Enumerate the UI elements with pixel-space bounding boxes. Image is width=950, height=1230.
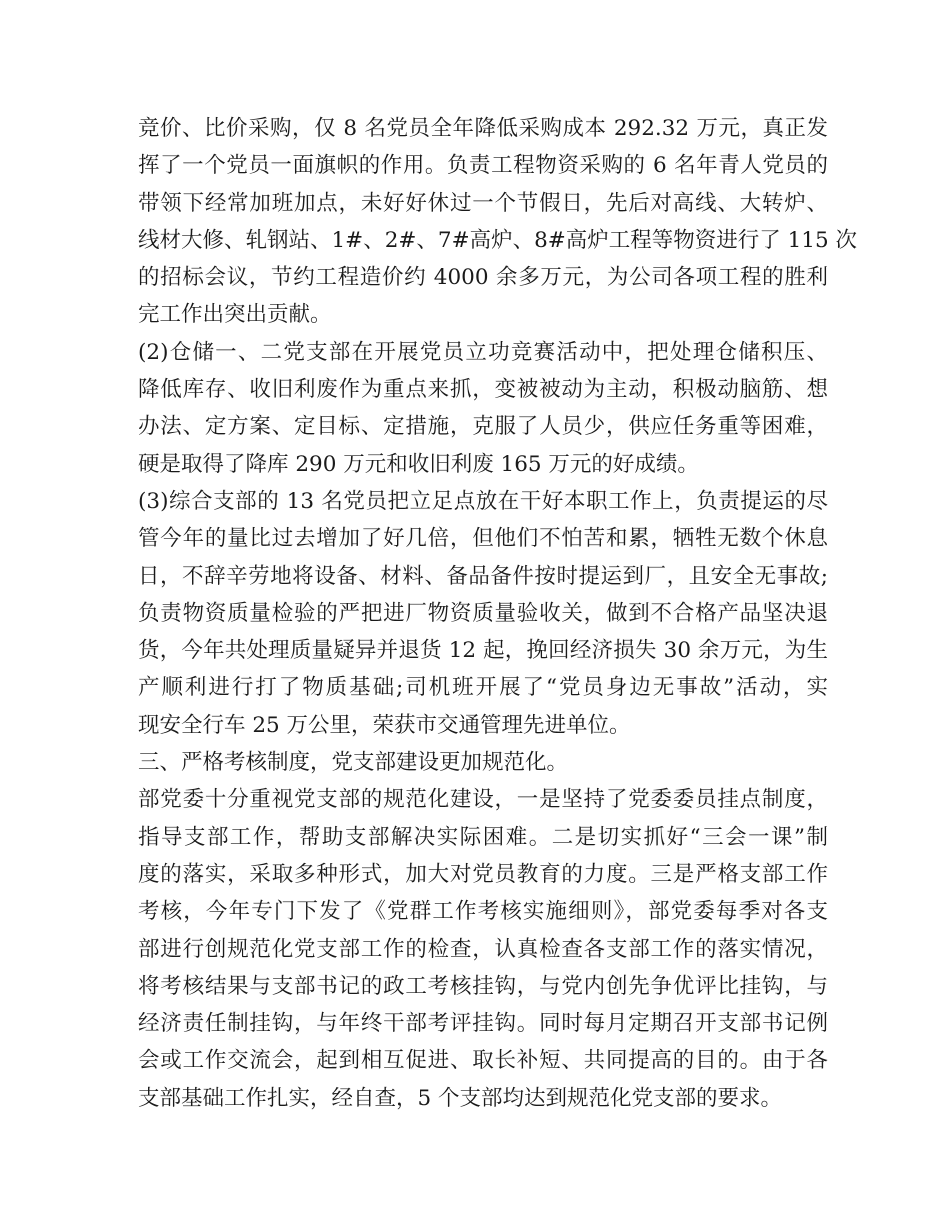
text-line: (3)综合支部的 13 名党员把立足点放在干好本职工作上，负责提运的尽 — [138, 488, 828, 514]
section-heading: 三、严格考核制度，党支部建设更加规范化。 — [138, 750, 569, 776]
text-line: 指导支部工作，帮助支部解决实际困难。二是切实抓好“三会一课”制 — [138, 824, 828, 850]
text-line: 将考核结果与支部书记的政工考核挂钩，与党内创先争优评比挂钩，与 — [138, 973, 828, 999]
text-line: 办法、定方案、定目标、定措施，克服了人员少，供应任务重等困难， — [138, 414, 828, 440]
text-line: 现安全行车 25 万公里，荣获市交通管理先进单位。 — [138, 712, 631, 738]
text-line: 带领下经常加班加点，未好好休过一个节假日，先后对高线、大转炉、 — [138, 190, 828, 216]
text-line: 竞价、比价采购，仅 8 名党员全年降低采购成本 292.32 万元，真正发 — [138, 116, 828, 141]
text-line: 部党委十分重视党支部的规范化建设，一是坚持了党委委员挂点制度， — [138, 787, 828, 813]
text-line: 考核，今年专门下发了《党群工作考核实施细则》，部党委每季对各支 — [138, 899, 828, 925]
text-line: 支部基础工作扎实，经自查，5 个支部均达到规范化党支部的要求。 — [138, 1085, 783, 1111]
text-line: 完工作出突出贡献。 — [138, 302, 332, 328]
text-line: 部进行创规范化党支部工作的检查，认真检查各支部工作的落实情况， — [138, 936, 828, 962]
text-line: 的招标会议，节约工程造价约 4000 余多万元，为公司各项工程的胜利 — [138, 265, 828, 291]
text-line: 经济责任制挂钩，与年终干部考评挂钩。同时每月定期召开支部书记例 — [138, 1011, 828, 1037]
text-line: (2)仓储一、二党支部在开展党员立功竞赛活动中，把处理仓储积压、 — [138, 339, 828, 365]
text-line: 线材大修、轧钢站、1#、2#、7#高炉、8#高炉工程等物资进行了 115 次 — [138, 227, 857, 253]
text-line: 管今年的量比过去增加了好几倍，但他们不怕苦和累，牺牲无数个休息 — [138, 526, 828, 552]
text-line: 货，今年共处理质量疑异并退货 12 起，挽回经济损失 30 余万元，为生 — [138, 638, 828, 664]
text-line: 日，不辞辛劳地将设备、材料、备品备件按时提运到厂，且安全无事故; — [138, 563, 828, 589]
text-line: 降低库存、收旧利废作为重点来抓，变被被动为主动，积极动脑筋、想 — [138, 377, 828, 403]
text-line: 挥了一个党员一面旗帜的作用。负责工程物资采购的 6 名年青人党员的 — [138, 153, 828, 179]
text-line: 会或工作交流会，起到相互促进、取长补短、共同提高的目的。由于各 — [138, 1048, 828, 1074]
text-line: 硬是取得了降库 290 万元和收旧利废 165 万元的好成绩。 — [138, 451, 699, 477]
text-line: 产顺利进行打了物质基础;司机班开展了“党员身边无事故”活动，实 — [138, 675, 828, 701]
text-line: 负责物资质量检验的严把进厂物资质量验收关，做到不合格产品坚决退 — [138, 600, 828, 626]
body-text — [138, 110, 857, 1117]
text-line: 度的落实，采取多种形式，加大对党员教育的力度。三是严格支部工作 — [138, 861, 828, 887]
